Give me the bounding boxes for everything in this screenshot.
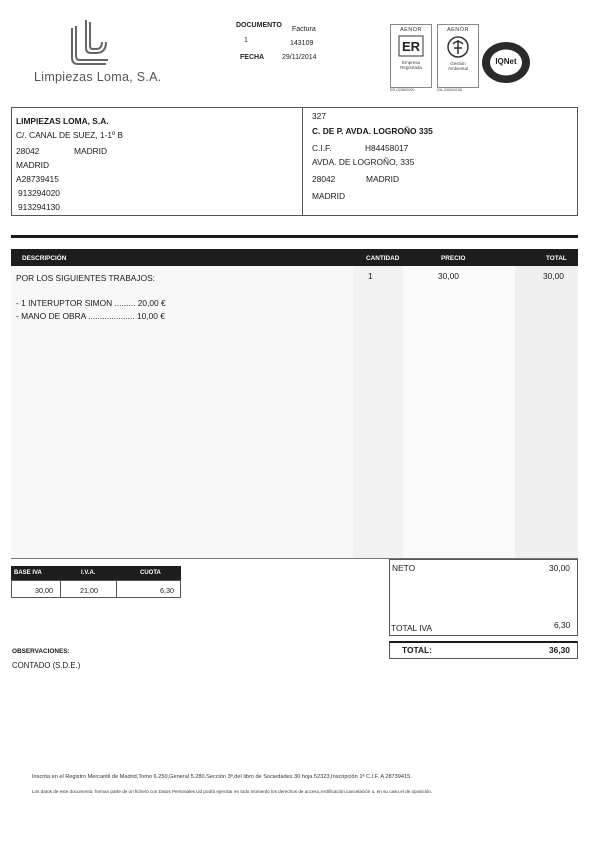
aenor-ga-icon xyxy=(446,35,470,59)
aenor-er-icon xyxy=(398,35,424,57)
header-descripcion: DESCRIPCIÓN xyxy=(22,255,67,262)
document-number: 143109 xyxy=(290,40,314,47)
iva-base-value: 30,00 xyxy=(35,586,53,595)
header-iva: I.V.A. xyxy=(81,570,96,576)
aenor-er-title: AENOR xyxy=(399,27,423,33)
iqnet-certification xyxy=(481,41,531,84)
header-cantidad: CANTIDAD xyxy=(366,255,400,262)
client-postal-code: 28042 xyxy=(312,174,336,184)
total-value: 36,30 xyxy=(549,645,570,655)
line-item-total: 30,00 xyxy=(543,271,564,281)
client-cif-label: C.I.F. xyxy=(312,143,332,153)
aenor-ga-sub1: Gestión xyxy=(450,61,466,66)
fecha-label: FECHA xyxy=(240,54,265,61)
aenor-er-sub1: Empresa xyxy=(401,60,420,65)
header-cuota: CUOTA xyxy=(140,570,161,576)
total-iva-label: TOTAL IVA xyxy=(391,623,433,633)
issuer-name: LIMPIEZAS LOMA, S.A. xyxy=(16,116,109,126)
total-column xyxy=(515,266,578,558)
issuer-province: MADRID xyxy=(16,160,50,170)
issuer-cif: A28739415 xyxy=(16,174,59,184)
document-number-prefix: 1 xyxy=(244,37,248,44)
company-name: Limpiezas Loma, S.A. xyxy=(34,70,162,84)
iva-col-separator-2 xyxy=(116,580,117,598)
iva-col-separator-1 xyxy=(60,580,61,598)
neto-value: 30,00 xyxy=(549,563,570,573)
client-city: MADRID xyxy=(366,174,400,184)
iva-rate-value: 21,00 xyxy=(80,586,98,595)
aenor-er-code: ER-0258/2000 xyxy=(390,88,415,92)
header-precio: PRECIO xyxy=(441,255,466,262)
documento-value: Factura xyxy=(292,26,316,33)
issuer-postal-code: 28042 xyxy=(16,146,40,156)
header-total: TOTAL xyxy=(546,255,567,262)
total-label: TOTAL: xyxy=(402,645,432,655)
footer-privacy: Los datos de este documento, forman parte de un fichero con Datos Personales.Ud podrá ejercitar en todo momento los derechos de acceso,rectificación,cancelación u, en su caso,el de oposición. xyxy=(32,789,433,794)
aenor-er-certification xyxy=(390,24,432,88)
line-item-detail-2: - MANO DE OBRA .................... 10,00 € xyxy=(16,311,165,321)
precio-column xyxy=(403,266,515,558)
svg-text:ER: ER xyxy=(401,39,421,54)
footer-registry: Inscrita en el Registro Mercantil de Madrid,Tomo 6.250,General 5.280,Sección 3ª,del libro de Sociedades 30 hoja 52323,Inscripción 1ª C.I.F. A 28739415. xyxy=(32,774,412,780)
issuer-city: MADRID xyxy=(74,146,108,156)
aenor-er-sub2: Registrada xyxy=(400,65,422,70)
aenor-ga-certification xyxy=(437,24,479,88)
section-separator xyxy=(11,235,578,238)
aenor-ga-code: GA-2000/0238 xyxy=(437,88,462,92)
line-item-detail-1: - 1 INTERUPTOR SIMON ......... 20,00 € xyxy=(16,298,166,308)
documento-label: DOCUMENTO xyxy=(236,22,282,29)
client-province: MADRID xyxy=(312,191,346,201)
observaciones-label: OBSERVACIONES: xyxy=(12,648,70,655)
aenor-ga-title: AENOR xyxy=(446,27,470,33)
client-cif: H84458017 xyxy=(365,143,409,153)
line-item-cantidad: 1 xyxy=(368,271,373,281)
aenor-ga-sub2: Ambiental xyxy=(447,66,468,71)
client-name: C. DE P. AVDA. LOGROÑO 335 xyxy=(312,126,433,136)
fecha-value: 29/11/2014 xyxy=(282,54,317,61)
client-code: 327 xyxy=(312,111,326,121)
iqnet-label: IQNet xyxy=(495,57,517,66)
cantidad-column xyxy=(353,266,403,558)
descripcion-column xyxy=(11,266,353,558)
total-iva-value: 6,30 xyxy=(554,620,571,630)
issuer-address: C/. CANAL DE SUEZ, 1-1º B xyxy=(16,130,123,140)
line-item-precio: 30,00 xyxy=(438,271,459,281)
address-divider xyxy=(302,107,303,216)
issuer-phone-1: 913294020 xyxy=(18,188,60,198)
iva-cuota-value: 6,30 xyxy=(160,586,174,595)
line-item-description: POR LOS SIGUIENTES TRABAJOS: xyxy=(16,273,155,283)
observaciones-value: CONTADO (S.D.E.) xyxy=(12,661,81,670)
client-address: AVDA. DE LOGROÑO, 335 xyxy=(312,157,415,167)
items-table-header xyxy=(11,249,578,266)
neto-label: NETO xyxy=(392,563,416,573)
header-base-iva: BASE IVA xyxy=(14,570,42,576)
issuer-phone-2: 913294130 xyxy=(18,202,60,212)
company-logo-icon xyxy=(66,18,112,66)
